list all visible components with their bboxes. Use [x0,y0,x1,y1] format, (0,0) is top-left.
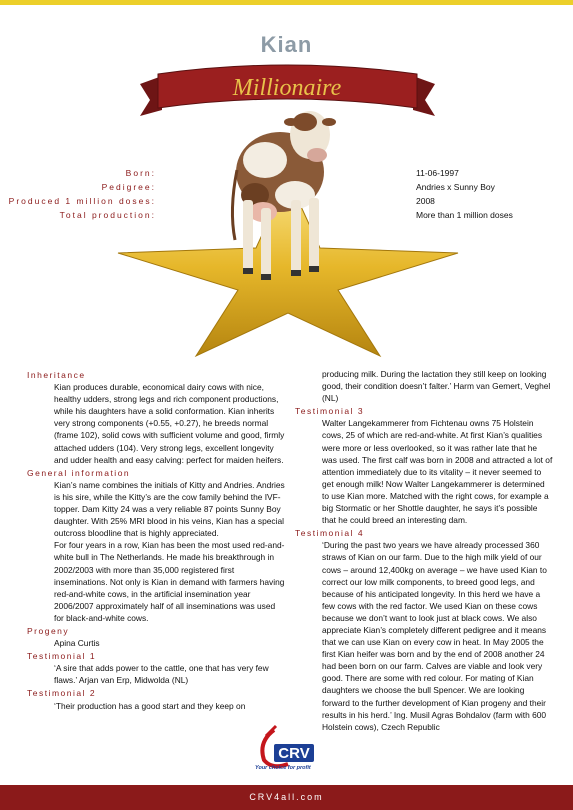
left-column [27,368,285,712]
logo-name: CRV [278,745,310,762]
top-accent-bar [0,0,573,5]
section-text-testimonial-2: ‘Their production has a good start and they keep on [54,700,246,711]
section-heading-general-information: General information [27,467,131,478]
fact-value-born: 11-06-1997 [416,168,459,178]
section-text-testimonial-1: ‘A sire that adds power to the cattle, one that has very few flaws.’ Arjan van Erp, Midwolda (NL) [54,663,269,686]
fact-label-pedigree: Pedigree: [101,182,156,192]
fact-label-produced: Produced 1 million doses: [8,196,156,206]
footer-bar [0,785,573,810]
section-heading-testimonial-1: Testimonial 1 [27,651,97,662]
section-heading-inheritance: Inheritance [27,370,86,380]
section-text-testimonial-2-continued: producing milk. During the lactation they still keep on looking good, their condition doesn’t falter.’ Harm van Gemert, Veghel (NL) [322,369,551,404]
footer-website[interactable]: CRV4all.com [249,792,324,802]
logo-tagline: Your choice for profit [255,765,311,771]
section-text-inheritance: Kian produces durable, economical dairy cows with nice, healthy udders, strong legs and rich component productions, while his daughters have a solid conformation. Kian inherits very strong components (+0.55, +0.27), he breeds normal (frame 102), solid cows with sufficient volume and good, firmly attached udders (104). Very strong legs, excellent longevity and udder health and easy calving: perfect for maiden heifers. [54,382,285,465]
fact-value-pedigree: Andries x Sunny Boy [416,182,495,192]
millionaire-banner [140,62,435,124]
fact-value-total: More than 1 million doses [416,210,513,220]
section-heading-testimonial-3: Testimonial 3 [295,406,365,417]
fact-label-total: Total production: [59,210,156,220]
fact-label-born: Born: [125,168,156,178]
section-text-progeny: Apina Curtis [54,638,100,649]
right-column [295,368,553,733]
section-heading-testimonial-2: Testimonial 2 [27,688,97,699]
section-text-testimonial-3: Walter Langekammerer from Fichtenau owns 75 Holstein cows, 25 of which are red-and-white. At first Kian’s qualities were more or less overlooked, so it was rather late that he was used. The first calf was born in 2008 and attracted a lot of attention immediately due to its vitality – it never seemed to get enough milk! Now Walter Langekammerer is determined to use Kian more. Matched with the right cows, for example a big Stormatic or her Shottle daughter, he says it’s possible that he could breed an interesting dam. [322,418,553,526]
crv-logo [252,722,324,782]
section-text-testimonial-4: ‘During the past two years we have already processed 360 straws of Kian on our farm. Due to the high milk yield of our cows – around 12,400kg on average – we have used Kian to correct our low milk components, to breed good legs, and because of his anticipated longevity. In this herd we have a few cows with the red factor. We used Kian on these cows because we don’t want to look just at black cows. We also appreciate Kian’s completely different pedigree and it means that we can use Kian on every cow in heat. In May 2005 the first Kian heifer was born and by the end of 2008 another 24 had been born on our farm. Calves are viable and look very good. There are some with red colour. For mating of Kian daughters we choose the bull Spencer. We are looking forward to the further development of Kian progeny and their results in his herd.’ Ing. Musil Agras Bohdalov (farm with 600 Holstein cows), Czech Republic [322,540,547,732]
banner-text: Millionaire [232,75,342,101]
page-title: Kian [260,32,313,57]
section-heading-testimonial-4: Testimonial 4 [295,528,365,539]
fact-value-produced: 2008 [416,196,435,206]
cow-photo [225,100,355,290]
section-text-general-information: Kian’s name combines the initials of Kitty and Andries. Andries is his sire, while the Kitty’s are the cow family behind the IVF-topper. Dam Kitty 24 was a very reliable 87 points Sunny Boy daughter. With 25% MRI blood in his veins, Kian has a special outcross bloodline that is highly appreciated. For four years in a row, Kian has been the most used red-and-white bull in The Netherlands. He made his breakthrough in 2002/2003 with more than 35,000 registered first inseminations. Not only is Kian in demand with farmers having red-and-white cows, in the artificial insemination year 2006/2007 approximately half of all inseminations was used for black-and-white cows. [54,479,285,623]
section-heading-progeny: Progeny [27,625,70,636]
